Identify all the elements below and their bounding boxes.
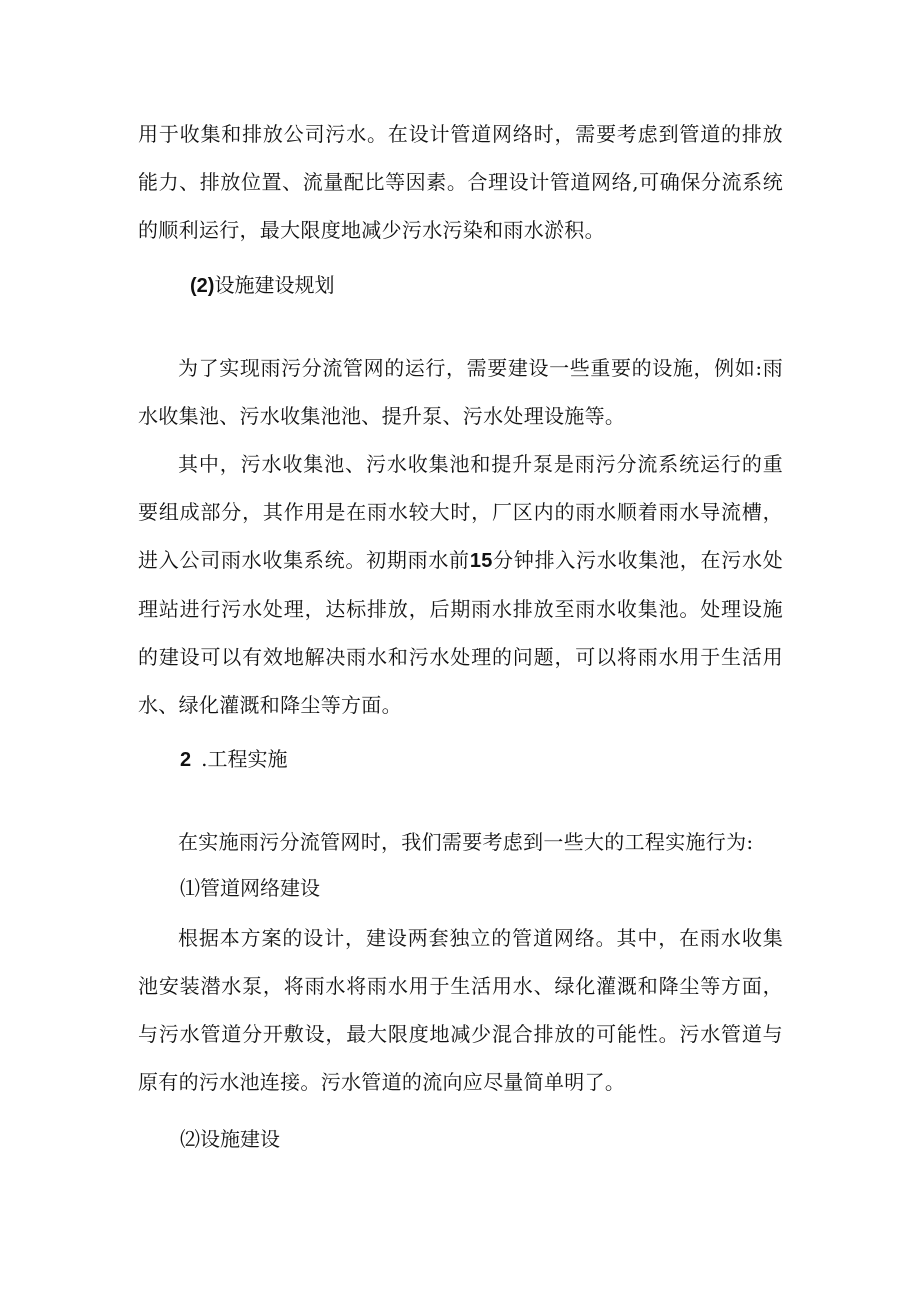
heading-number: 2: [180, 749, 192, 771]
paragraph-facilities-intro: 为了实现雨污分流管网的运行，需要建设一些重要的设施，例如:雨水收集池、污水收集池池、提升泵、污水处理设施等。: [138, 356, 783, 428]
paragraph-text: 其中，污水收集池、污水收集池和提升泵是雨污分流系统运行的重要组成部分，其作用是在雨水较大时，厂区内的雨水顺着雨水导流槽，进入公司雨水收集系统。初期雨水前: [138, 452, 783, 572]
paragraph-implementation-intro: 在实施雨污分流管网时，我们需要考虑到一些大的工程实施行为:: [178, 830, 754, 854]
heading-pipe-network-construction: ⑴管道网络建设: [180, 876, 320, 900]
heading-text: .工程实施: [201, 747, 288, 771]
heading-number: (2): [190, 275, 215, 297]
paragraph-pipe-network-design: 用于收集和排放公司污水。在设计管道网络时，需要考虑到管道的排放能力、排放位置、流量配比等因素。合理设计管道网络,可确保分流系统的顺利运行，最大限度地减少污水污染和雨水淤积。: [138, 122, 783, 242]
heading-facility-planning: [190, 270, 334, 301]
paragraph-pipe-network-construction: 根据本方案的设计，建设两套独立的管道网络。其中，在雨水收集池安装潜水泵，将雨水将雨水用于生活用水、绿化灌溉和降尘等方面，与污水管道分开敷设，最大限度地减少混合排放的可能性。污水管道与原有的污水池连接。污水管道的流向应尽量简单明了。: [138, 926, 783, 1094]
paragraph-text: 分钟排入污水收集池，在污水处理站进行污水处理，达标排放，后期雨水排放至雨水收集池。处理设施的建设可以有效地解决雨水和污水处理的问题，可以将雨水用于生活用水、绿化灌溉和降尘等方面。: [138, 548, 783, 717]
minutes-number: 15: [469, 550, 493, 572]
heading-text: 设施建设规划: [214, 273, 335, 297]
heading-engineering-implementation: [180, 744, 287, 775]
paragraph-facilities-detail: [138, 440, 783, 729]
heading-facility-construction: ⑵设施建设: [180, 1127, 280, 1151]
